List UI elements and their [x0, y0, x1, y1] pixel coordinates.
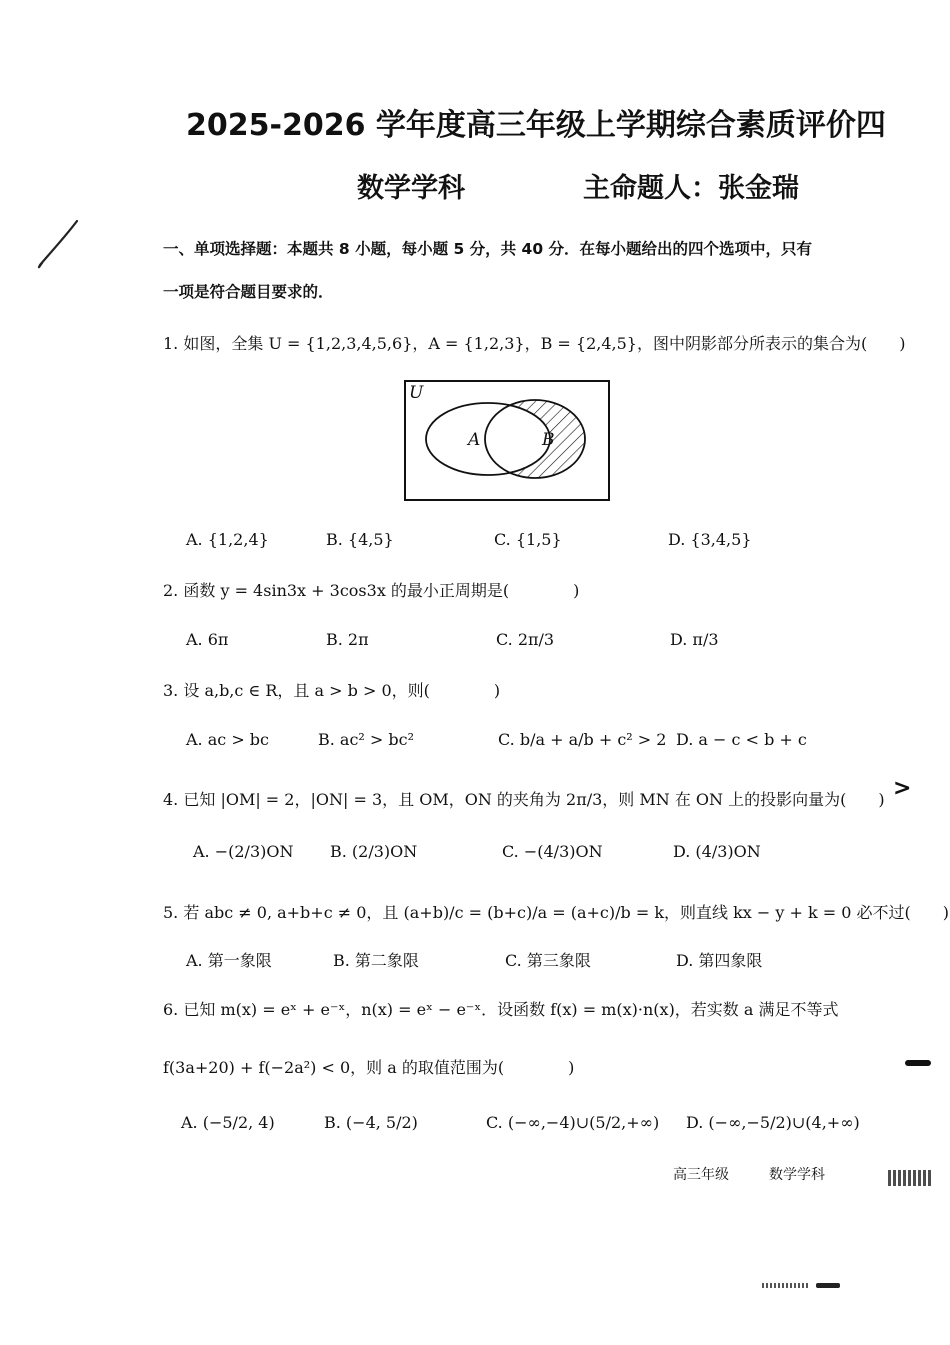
q4-option-c: C. −(4/3)ON [502, 842, 603, 861]
question-5-stem: 5. 若 abc ≠ 0, a+b+c ≠ 0，且 (a+b)/c = (b+c)/a = (a+c)/b = k，则直线 kx − y + k = 0 必不过( ) [163, 903, 950, 922]
question-2-stem: 2. 函数 y = 4sin3x + 3cos3x 的最小正周期是( ) [163, 581, 580, 600]
q5-option-a: A. 第一象限 [186, 951, 272, 970]
q5-option-c: C. 第三象限 [505, 951, 591, 970]
q6-option-c: C. (−∞,−4)∪(5/2,+∞) [486, 1113, 660, 1132]
q1-option-b: B. {4,5} [326, 530, 394, 549]
q1-option-d: D. {3,4,5} [668, 530, 752, 549]
footer-cutoff-mark [888, 1170, 932, 1186]
q3-option-c: C. b/a + a/b + c² > 2 [498, 730, 667, 749]
q4-option-d: D. (4/3)ON [673, 842, 761, 861]
footer-subject: 数学学科 [769, 1167, 825, 1183]
q2-option-c: C. 2π/3 [496, 630, 555, 649]
q1-option-a: A. {1,2,4} [186, 530, 269, 549]
margin-paren-mark: > [893, 776, 912, 801]
universe-label: U [409, 383, 424, 403]
bottom-dash-mark [816, 1283, 840, 1288]
exam-title: 2025-2026 学年度高三年级上学期综合素质评价四 [186, 108, 886, 143]
set-b-label: B [542, 430, 555, 450]
q3-option-a: A. ac > bc [186, 730, 270, 749]
q4-option-b: B. (2/3)ON [330, 842, 418, 861]
q2-option-b: B. 2π [326, 630, 369, 649]
question-6-stem: 6. 已知 m(x) = eˣ + e⁻ˣ，n(x) = eˣ − e⁻ˣ．设函数 f(x) = m(x)·n(x)，若实数 a 满足不等式 [163, 1000, 839, 1019]
q2-option-a: A. 6π [186, 630, 229, 649]
question-4-stem: 4. 已知 |OM| = 2，|ON| = 3，且 OM，ON 的夹角为 2π/3，则 MN 在 ON 上的投影向量为( ) [163, 790, 885, 809]
q3-option-d: D. a − c < b + c [676, 730, 807, 749]
footer-grade: 高三年级 [673, 1167, 729, 1183]
set-a-label: A [468, 430, 481, 450]
subject-label: 数学学科 [357, 173, 465, 204]
q6-option-b: B. (−4, 5/2) [324, 1113, 418, 1132]
question-1-stem: 1. 如图，全集 U = {1,2,3,4,5,6}，A = {1,2,3}，B = {2,4,5}，图中阴影部分所表示的集合为( ) [163, 334, 906, 353]
setter-label: 主命题人：张金瑞 [583, 173, 799, 204]
q2-option-d: D. π/3 [670, 630, 719, 649]
margin-dash-mark [905, 1060, 931, 1066]
q4-option-a: A. −(2/3)ON [193, 842, 294, 861]
section-heading-line1: 一、单项选择题：本题共 8 小题，每小题 5 分，共 40 分．在每小题给出的四个选项中，只有 [163, 240, 813, 258]
question-3-stem: 3. 设 a,b,c ∈ R，且 a > b > 0，则( ) [163, 681, 501, 700]
question-6-stem-continued: f(3a+20) + f(−2a²) < 0，则 a 的取值范围为( ) [163, 1058, 575, 1077]
q3-option-b: B. ac² > bc² [318, 730, 415, 749]
q5-option-b: B. 第二象限 [333, 951, 419, 970]
q5-option-d: D. 第四象限 [676, 951, 763, 970]
venn-diagram [400, 378, 614, 504]
pen-stroke-mark [30, 215, 90, 275]
q1-option-c: C. {1,5} [494, 530, 562, 549]
q6-option-a: A. (−5/2, 4) [181, 1113, 275, 1132]
section-heading-line2: 一项是符合题目要求的． [163, 283, 334, 301]
bottom-smudge-mark [762, 1283, 808, 1288]
q6-option-d: D. (−∞,−5/2)∪(4,+∞) [686, 1113, 860, 1132]
